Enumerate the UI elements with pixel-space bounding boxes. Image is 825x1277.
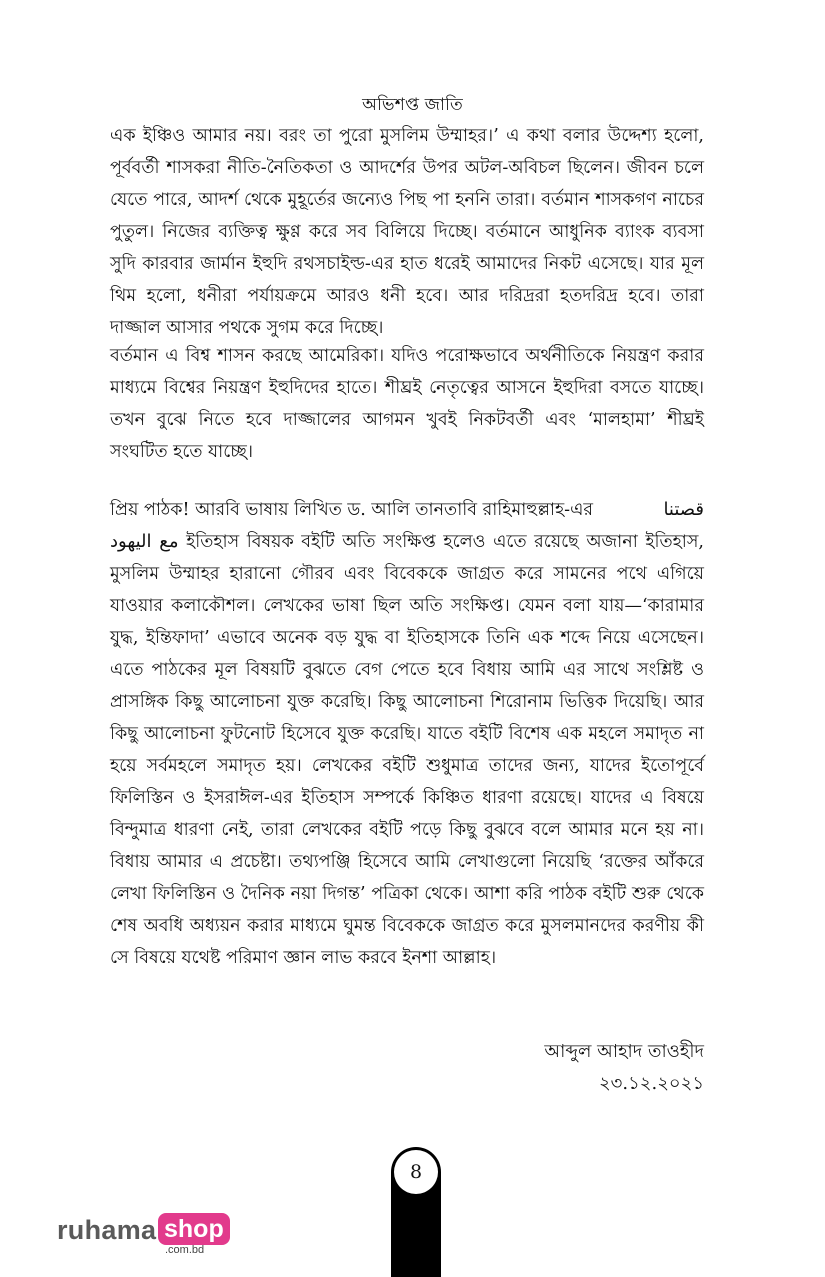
- logo-shop-badge: shop: [158, 1213, 230, 1245]
- author-name: আব্দুল আহাদ তাওহীদ: [544, 1041, 704, 1062]
- running-header: অভিশপ্ত জাতি: [362, 95, 463, 115]
- signature-date: ২৩.১২.২০২১: [598, 1073, 704, 1094]
- page-number: 8: [394, 1150, 438, 1194]
- logo-ruhama-text: ruhama: [57, 1215, 157, 1245]
- arabic-title-part-2: مع اليهود: [110, 531, 179, 552]
- paragraph-1: এক ইঞ্চিও আমার নয়। বরং তা পুরো মুসলিম উম্মাহর।’ এ কথা বলার উদ্দেশ্য হলো, পূর্ববর্তী শাসকরা নীতি-নৈতিকতা ও আদর্শের উপর অটল-অবিচল ছিলেন। জীবন চলে যেতে পারে, আদর্শ থেকে মুহূর্তের জন্যেও পিছ পা হননি তারা। বর্তমান শাসকগণ নাচের পুতুল। নিজের ব্যক্তিত্ব ক্ষুণ্ণ করে সব বিলিয়ে দিচ্ছে। বর্তমানে আধুনিক ব্যাংক ব্যবসা সুদি কারবার জার্মান ইহুদি রথসচাইল্ড-এর হাত ধরেই আমাদের নিকট এসেছে। যার মূল থিম হলো, ধনীরা পর্যায়ক্রমে আরও ধনী হবে। আর দরিদ্ররা হতদরিদ্র হবে। তারা দাজ্জাল আসার পথকে সুগম করে দিচ্ছে।: [110, 126, 704, 338]
- arabic-title-part-1: قصتنا: [663, 499, 704, 520]
- paragraph-3-text: প্রিয় পাঠক! আরবি ভাষায় লিখিত ড. আলি তানতাবি রাহিমাহুল্লাহ-এর: [110, 500, 594, 520]
- paragraph-4-text: ইতিহাস বিষয়ক বইটি অতি সংক্ষিপ্ত হলেও এতে রয়েছে অজানা ইতিহাস, মুসলিম উম্মাহর হারানো গৌরব এবং বিবেককে জাগ্রত করে সামনের পথে এগিয়ে যাওয়ার কলাকৌশল। লেখকের ভাষা ছিল অতি সংক্ষিপ্ত। যেমন বলা যায়—‘কারামার যুদ্ধ, ইন্তিফাদা’ এভাবে অনেক বড় যুদ্ধ বা ইতিহাসকে তিনি এক শব্দে নিয়ে এসেছেন। এতে পাঠকের মূল বিষয়টি বুঝতে বেগ পেতে হবে বিধায় আমি এর সাথে সংশ্লিষ্ট ও প্রাসঙ্গিক কিছু আলোচনা যুক্ত করেছি। কিছু আলোচনা শিরোনাম ভিত্তিক দিয়েছি। আর কিছু আলোচনা ফুটনোট হিসেবে যুক্ত করেছি। যাতে বইটি বিশেষ এক মহলে সমাদৃত না হয়ে সর্বমহলে সমাদৃত হয়। লেখকের বইটি শুধুমাত্র তাদের জন্য, যাদের ইতোপূর্বে ফিলিস্তিন ও ইসরাঈল-এর ইতিহাস সম্পর্কে কিঞ্চিত ধারণা রয়েছে। যাদের এ বিষয়ে বিন্দুমাত্র ধারণা নেই, তারা লেখকের বইটি পড়ে কিছু বুঝবে বলে আমার মনে হয় না। বিধায় আমার এ প্রচেষ্টা। তথ্যপঞ্জি হিসেবে আমি লেখাগুলো নিয়েছি ‘রক্তের আঁকরে লেখা ফিলিস্তিন ও দৈনিক নয়া দিগন্ত’ পত্রিকা থেকে। আশা করি পাঠক বইটি শুরু থেকে শেষ অবধি অধ্যয়ন করার মাধ্যমে ঘুমন্ত বিবেককে জাগ্রত করে মুসলমানদের করণীয় কী সে বিষয়ে যথেষ্ট পরিমাণ জ্ঞান লাভ করবে ইনশা আল্লাহ।: [110, 532, 704, 968]
- logo-domain-text: .com.bd: [165, 1244, 205, 1256]
- paragraph-3: [110, 494, 704, 526]
- paragraph-2: বর্তমান এ বিশ্ব শাসন করছে আমেরিকা। যদিও পরোক্ষভাবে অর্থনীতিকে নিয়ন্ত্রণ করার মাধ্যমে বিশ্বের নিয়ন্ত্রণ ইহুদিদের হাতে। শীঘ্রই নেতৃত্বের আসনে ইহুদিরা বসতে যাচ্ছে। তখন বুঝে নিতে হবে দাজ্জালের আগমন খুবই নিকটবর্তী এবং ‘মালহামা’ শীঘ্রই সংঘটিত হতে যাচ্ছে।: [110, 346, 704, 462]
- paragraph-4: [110, 526, 704, 974]
- signature-block: [544, 1036, 704, 1100]
